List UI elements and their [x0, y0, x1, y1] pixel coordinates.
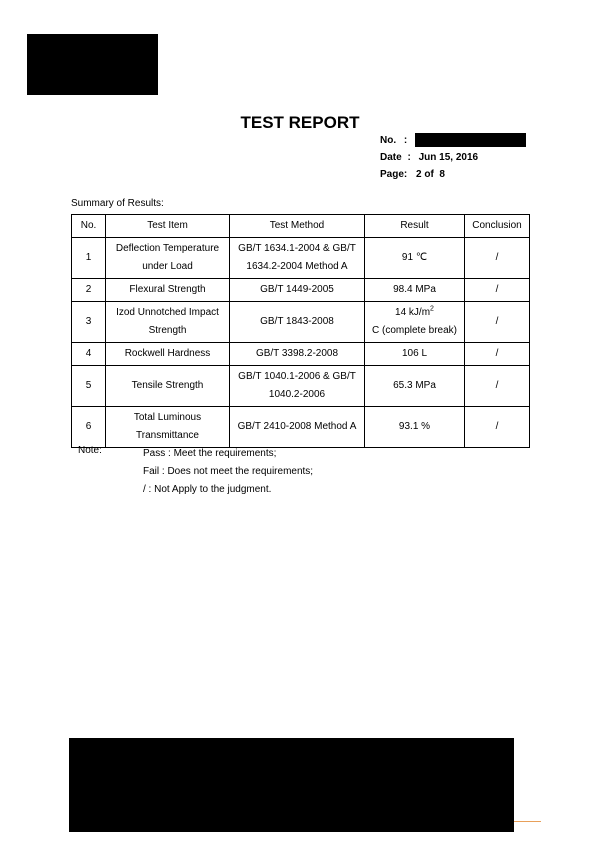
cell-test-item: Deflection Temperature under Load	[106, 238, 230, 279]
cell-test-item: Tensile Strength	[106, 366, 230, 407]
note-line-pass: Pass : Meet the requirements;	[143, 448, 277, 459]
cell-test-method: GB/T 1449-2005	[230, 279, 365, 302]
cell-conclusion: /	[465, 238, 530, 279]
cell-result: 106 L	[365, 343, 465, 366]
cell-test-item: Rockwell Hardness	[106, 343, 230, 366]
table-row	[72, 366, 530, 407]
cell-no: 2	[72, 279, 106, 302]
redacted-report-number	[415, 133, 526, 147]
cell-no: 5	[72, 366, 106, 407]
header-no: No.	[72, 215, 106, 238]
cell-test-item: Flexural Strength	[106, 279, 230, 302]
cell-result: 93.1 %	[365, 407, 465, 448]
report-date-value: Jun 15, 2016	[418, 152, 479, 163]
table-row	[72, 343, 530, 366]
cell-result: 98.4 MPa	[365, 279, 465, 302]
cell-test-item: Izod Unnotched Impact Strength	[106, 302, 230, 343]
cell-result: 91 ℃	[365, 238, 465, 279]
table-row	[72, 302, 530, 343]
cell-conclusion: /	[465, 407, 530, 448]
header-result: Result	[365, 215, 465, 238]
header-test-method: Test Method	[230, 215, 365, 238]
cell-conclusion: /	[465, 302, 530, 343]
cell-test-method: GB/T 1040.1-2006 & GB/T 1040.2-2006	[230, 366, 365, 407]
cell-conclusion: /	[465, 366, 530, 407]
cell-no: 3	[72, 302, 106, 343]
cell-test-method: GB/T 1634.1-2004 & GB/T 1634.2-2004 Method A	[230, 238, 365, 279]
cell-no: 1	[72, 238, 106, 279]
header-test-item: Test Item	[106, 215, 230, 238]
cell-test-method: GB/T 1843-2008	[230, 302, 365, 343]
cell-no: 6	[72, 407, 106, 448]
report-page-label: Page:	[380, 169, 408, 180]
cell-test-method: GB/T 2410-2008 Method A	[230, 407, 365, 448]
cell-test-method: GB/T 3398.2-2008	[230, 343, 365, 366]
cell-result: 65.3 MPa	[365, 366, 465, 407]
cell-result	[365, 302, 465, 343]
accent-line	[514, 821, 541, 822]
header-conclusion: Conclusion	[465, 215, 530, 238]
page-title: TEST REPORT	[240, 113, 360, 132]
table-row	[72, 238, 530, 279]
redacted-footer-block	[69, 738, 514, 832]
report-page-value: 2 of 8	[416, 169, 445, 180]
report-page	[380, 169, 445, 180]
redacted-logo-block	[27, 34, 158, 95]
result-unit-superscript: 2	[430, 305, 434, 313]
report-date-label: Date	[380, 152, 402, 163]
result-note: C (complete break)	[371, 325, 458, 336]
report-date-sep: :	[407, 152, 411, 163]
report-number	[380, 135, 407, 146]
results-table	[71, 214, 530, 448]
report-date	[380, 152, 478, 163]
note-line-fail: Fail : Does not meet the requirements;	[143, 466, 314, 477]
cell-test-item: Total Luminous Transmittance	[106, 407, 230, 448]
table-row	[72, 407, 530, 448]
note-label: Note:	[78, 445, 102, 456]
summary-heading: Summary of Results:	[71, 198, 164, 209]
cell-no: 4	[72, 343, 106, 366]
cell-conclusion: /	[465, 279, 530, 302]
result-value: 14 kJ/m	[395, 307, 431, 318]
table-row	[72, 279, 530, 302]
note-line-not-apply: / : Not Apply to the judgment.	[143, 484, 272, 495]
cell-conclusion: /	[465, 343, 530, 366]
table-header-row	[72, 215, 530, 238]
report-number-sep: :	[403, 135, 408, 146]
note-lines	[143, 445, 313, 499]
report-number-label: No.	[380, 135, 397, 146]
